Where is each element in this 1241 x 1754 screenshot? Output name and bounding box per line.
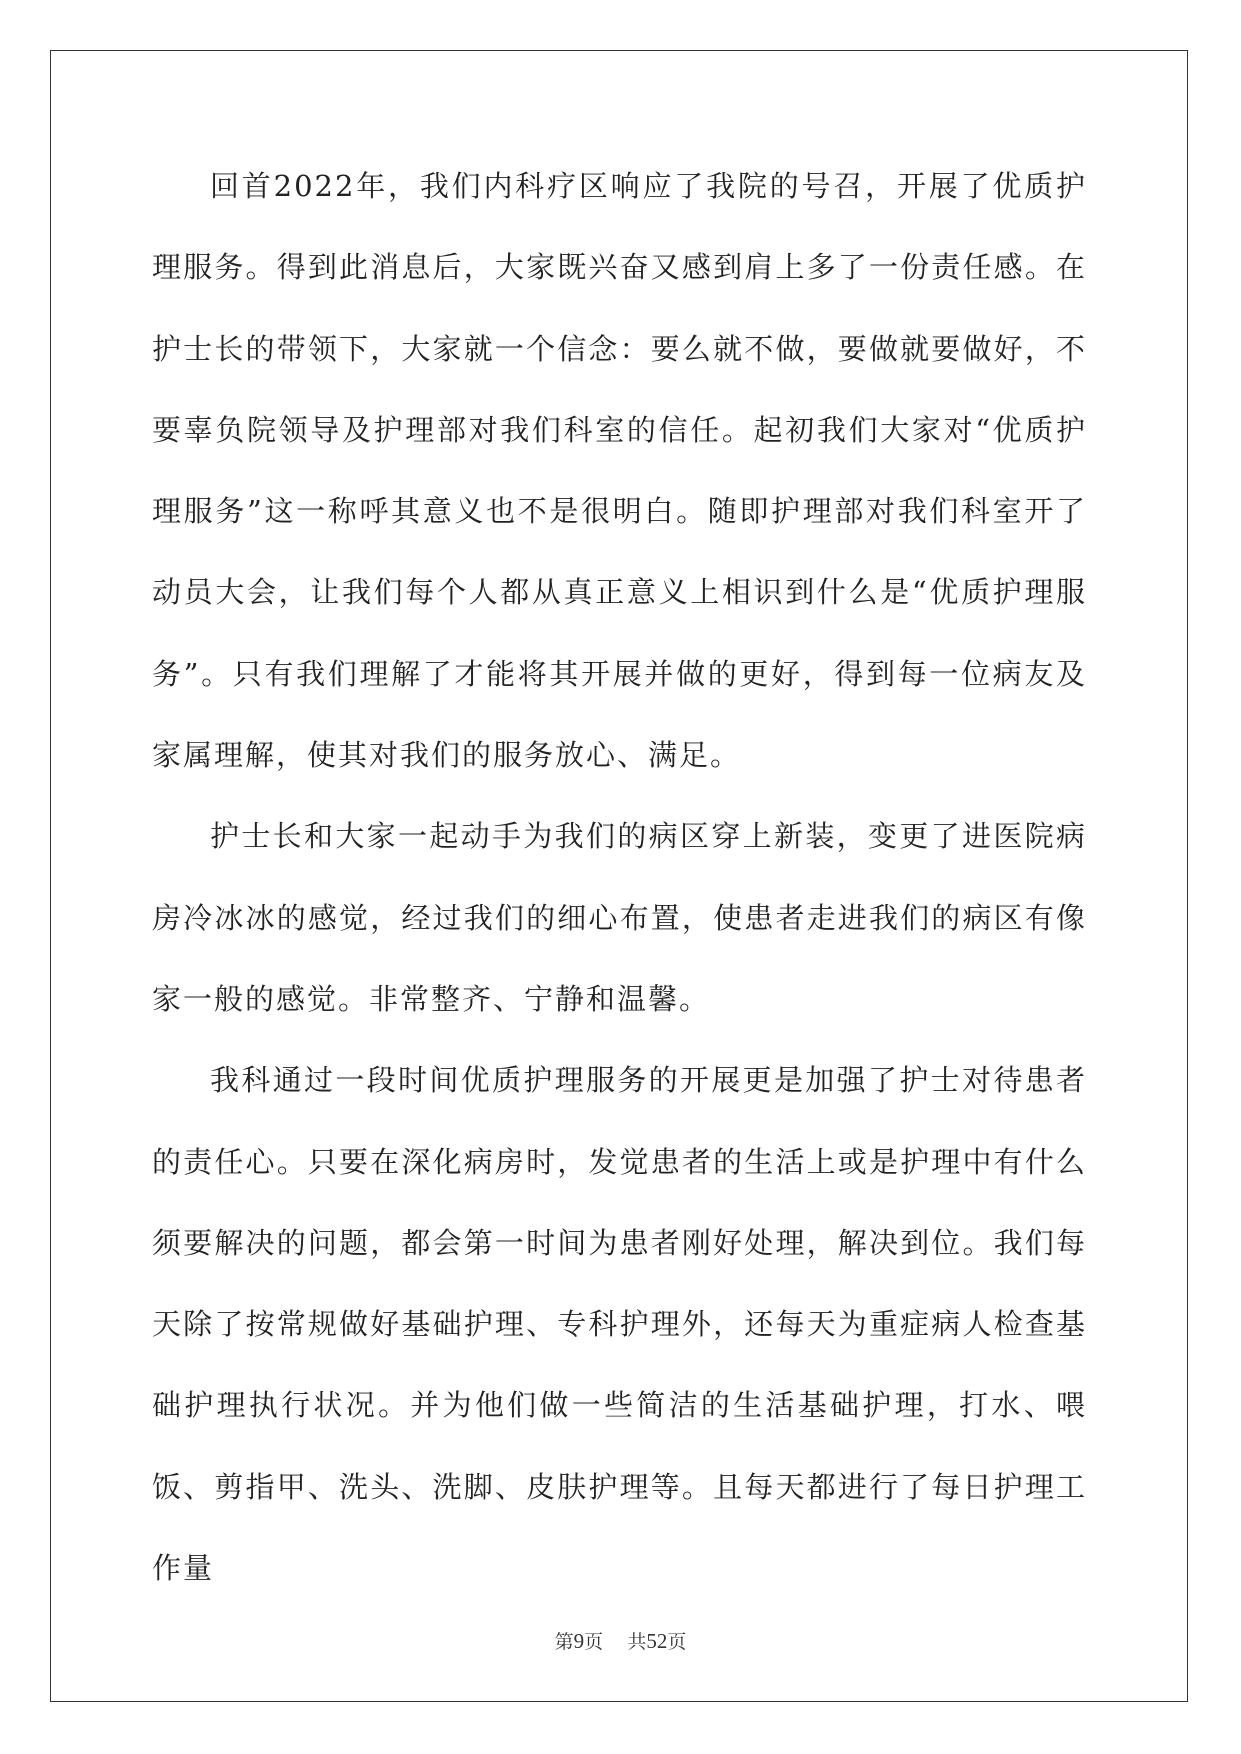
document-body — [152, 146, 1087, 1609]
total-suffix: 页 — [667, 1631, 687, 1653]
paragraph-1: 回首2022年，我们内科疗区响应了我院的号召，开展了优质护理服务。得到此消息后，大家既兴奋又感到肩上多了一份责任感。在护士长的带领下，大家就一个信念：要么就不做，要做就要做好，不要辜负院领导及护理部对我们科室的信任。起初我们大家对“优质护理服务”这一称呼其意义也不是很明白。随即护理部对我们科室开了动员大会，让我们每个人都从真正意义上相识到什么是“优质护理服务”。只有我们理解了才能将其开展并做的更好，得到每一位病友及家属理解，使其对我们的服务放心、满足。 — [152, 169, 1087, 773]
paragraph-3: 我科通过一段时间优质护理服务的开展更是加强了护士对待患者的责任心。只要在深化病房时，发觉患者的生活上或是护理中有什么须要解决的问题，都会第一时间为患者刚好处理，解决到位。我们每天除了按常规做好基础护理、专科护理外，还每天为重症病人检查基础护理执行状况。并为他们做一些简洁的生活基础护理，打水、喂饭、剪指甲、洗头、洗脚、皮肤护理等。且每天都进行了每日护理工作量 — [152, 1063, 1087, 1586]
page-prefix: 第 — [554, 1631, 574, 1653]
paragraph-2: 护士长和大家一起动手为我们的病区穿上新装，变更了进医院病房冷冰冰的感觉，经过我们的细心布置，使患者走进我们的病区有像家一般的感觉。非常整齐、宁静和温馨。 — [152, 819, 1087, 1016]
total-pages: 52 — [646, 1629, 668, 1653]
total-prefix: 共 — [627, 1631, 647, 1653]
page-number: 9 — [573, 1629, 585, 1653]
page-suffix: 页 — [584, 1631, 604, 1653]
page-footer — [0, 1627, 1241, 1654]
